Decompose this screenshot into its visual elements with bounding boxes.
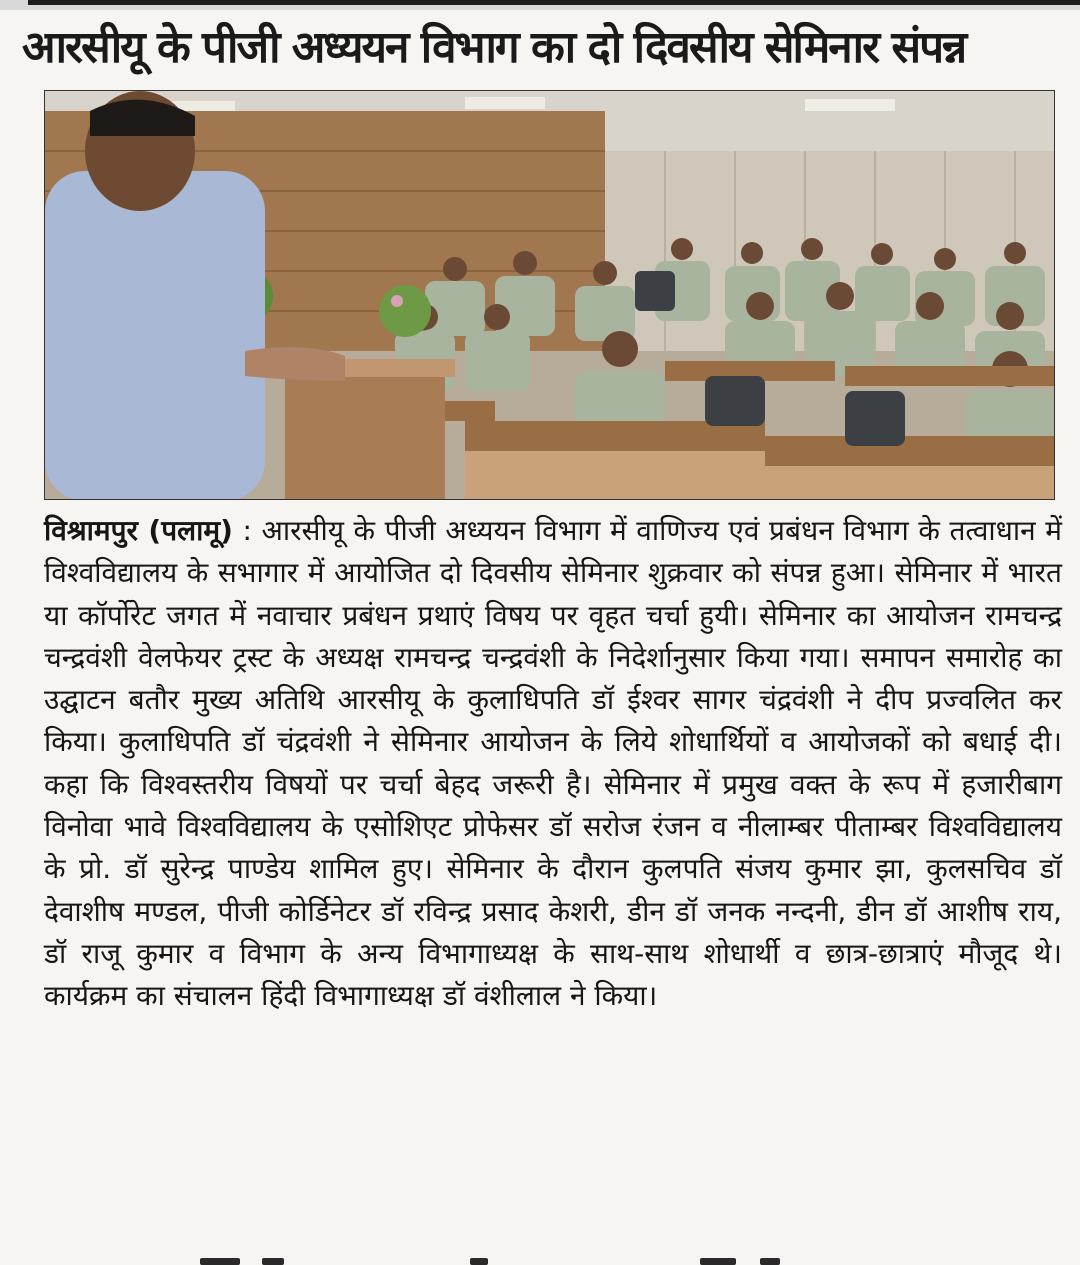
dateline-separator: : bbox=[232, 514, 262, 547]
article-body bbox=[44, 510, 1062, 1018]
headline: आरसीयू के पीजी अध्ययन विभाग का दो दिवसीय सेमिनार संपन्न bbox=[22, 22, 966, 73]
article-text: आरसीयू के पीजी अध्ययन विभाग में वाणिज्य एवं प्रबंधन विभाग के तत्वाधान में विश्वविद्यालय के सभागार में आयोजित दो दिवसीय सेमिनार शुक्रवार को संपन्न हुआ। सेमिनार में भारत या कॉर्पोरेट जगत में नवाचार प्रबंधन प्रथाएं विषय पर वृहत चर्चा हुयी। सेमिनार का आयोजन रामचन्द्र चन्द्रवंशी वेलफेयर ट्रस्ट के अध्यक्ष रामचन्द्र चन्द्रवंशी के निदेर्शानुसार किया गया। समापन समारोह का उद्घाटन बतौर मुख्य अतिथि आरसीयू के कुलाधिपति डॉ ईश्वर सागर चंद्रवंशी ने दीप प्रज्वलित कर किया। कुलाधिपति डॉ चंद्रवंशी ने सेमिनार आयोजन के लिये शोधार्थियों व आयोजकों को बधाई दी। कहा कि विश्वस्तरीय विषयों पर चर्चा बेहद जरूरी है। सेमिनार में प्रमुख वक्त के रूप में हजारीबाग विनोवा भावे विश्वविद्यालय के एसोशिएट प्रोफेसर डॉ सरोज रंजन व नीलाम्बर पीताम्बर विश्वविद्यालय के प्रो. डॉ सुरेन्द्र पाण्डेय शामिल हुए। सेमिनार के दौरान कुलपति संजय कुमार झा, कुलसचिव डॉ देवाशीष मण्डल, पीजी कोर्डिनेटर डॉ रविन्द्र प्रसाद केशरी, डीन डॉ जनक नन्दनी, डीन डॉ आशीष राय, डॉ राजू कुमार व विभाग के अन्य विभागाध्यक्ष के साथ-साथ शोधार्थी व छात्र-छात्राएं मौजूद थे। कार्यक्रम का संचालन हिंदी विभागाध्यक्ष डॉ वंशीलाल ने किया। bbox=[44, 514, 1062, 1013]
article-dateline: विश्रामपुर (पलामू) bbox=[44, 514, 233, 547]
next-article-cutoff bbox=[0, 1254, 1080, 1265]
seminar-photo bbox=[44, 90, 1055, 500]
top-rule bbox=[0, 0, 1080, 10]
